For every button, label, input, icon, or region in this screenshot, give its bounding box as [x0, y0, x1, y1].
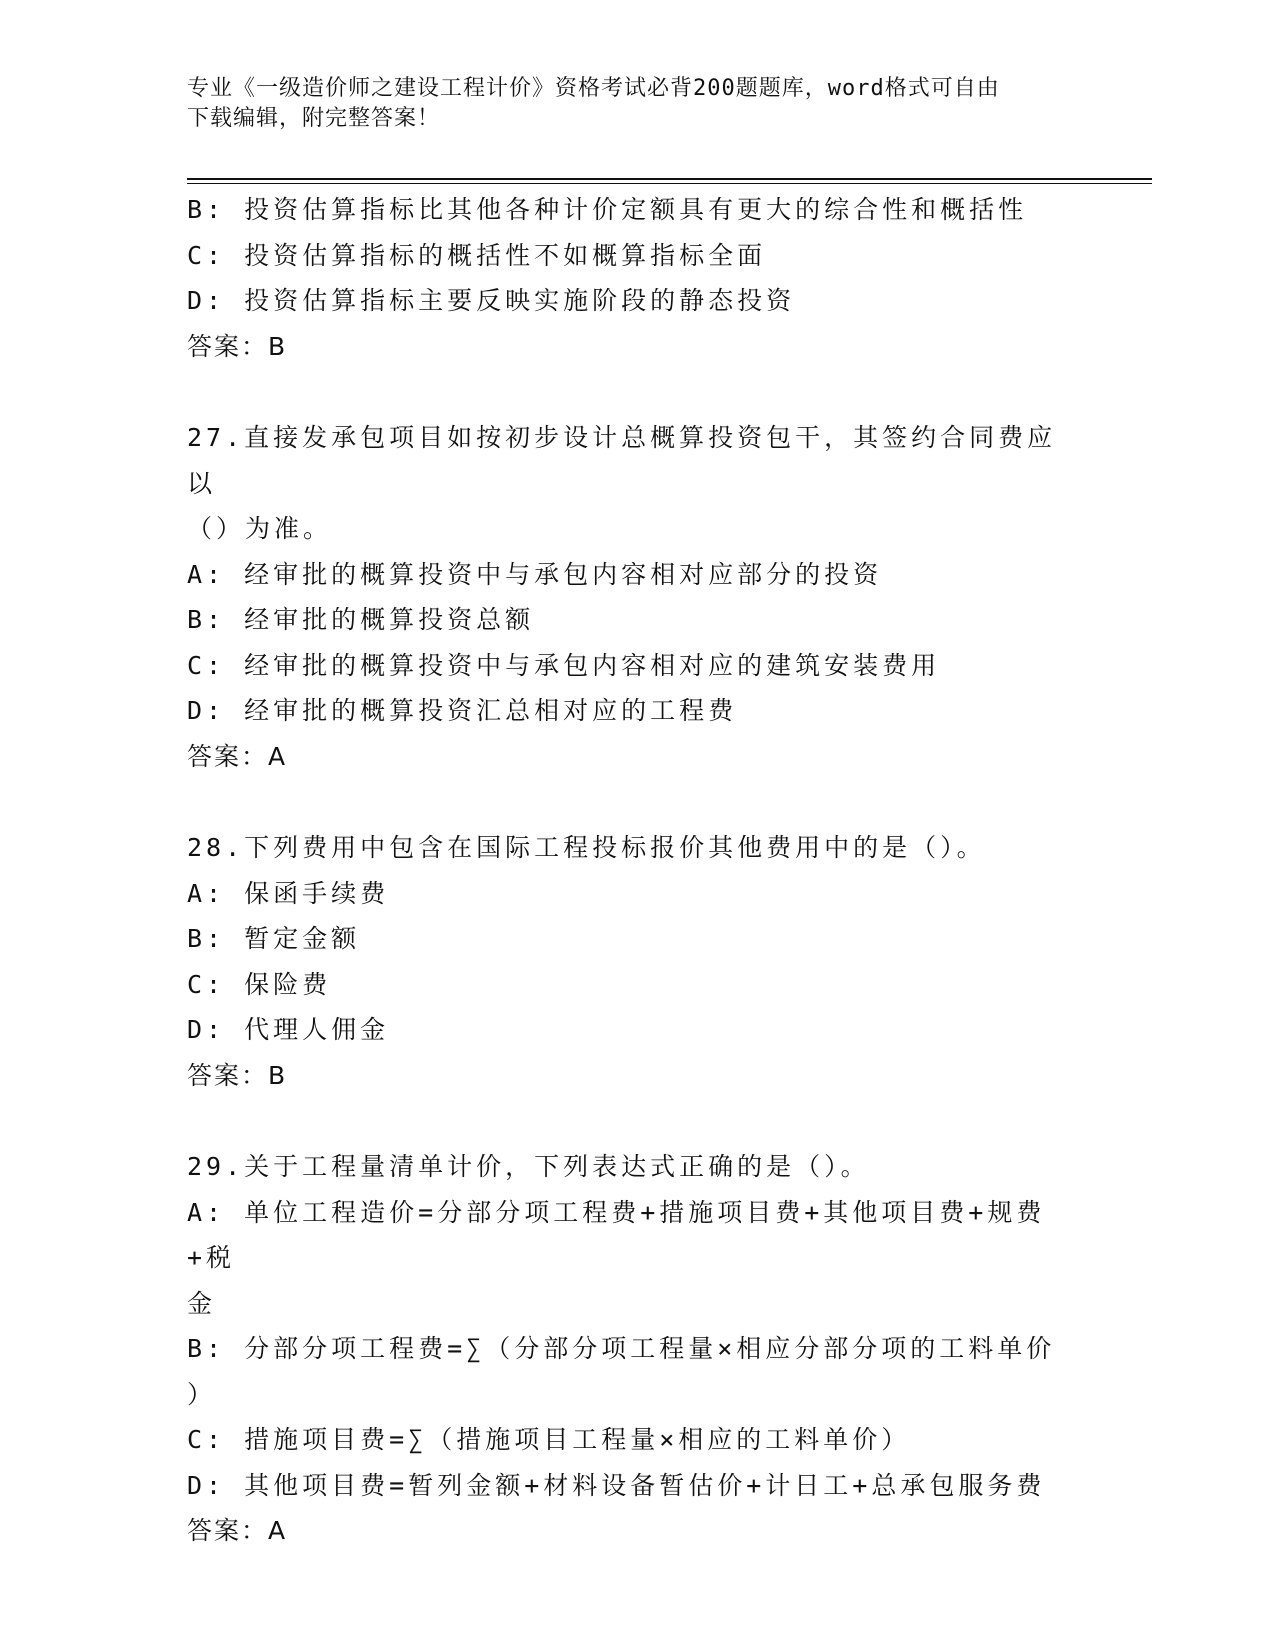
option-d: D: 经审批的概算投资汇总相对应的工程费 [187, 696, 738, 725]
question-stem: 29.关于工程量清单计价，下列表达式正确的是（）。 [187, 1152, 870, 1181]
header-divider-thin [187, 183, 1152, 184]
answer: 答案：B [187, 331, 288, 361]
option-a: A: 保函手续费 [187, 878, 390, 908]
option-b-continued: ） [187, 1379, 217, 1409]
option-b: B: 投资估算指标比其他各种计价定额具有更大的综合性和概括性 [187, 195, 1028, 224]
answer: 答案：B [187, 1060, 288, 1090]
question-stem: 28.下列费用中包含在国际工程投标报价其他费用中的是（）。 [187, 833, 986, 862]
option-b: B: 分部分项工程费=∑（分部分项工程量×相应分部分项的工料单价 [187, 1334, 1056, 1363]
option-d: D: 投资估算指标主要反映实施阶段的静态投资 [187, 286, 796, 315]
question-stem-continued: （）为准。 [187, 514, 333, 543]
question-29 [187, 1144, 1077, 1554]
question-27 [187, 415, 1077, 779]
option-d: D: 其他项目费=暂列金额+材料设备暂估价+计日工+总承包服务费 [187, 1470, 1046, 1500]
option-c: C: 措施项目费=∑（措施项目工程量×相应的工料单价） [187, 1425, 911, 1454]
option-a: A: 单位工程造价=分部分项工程费+措施项目费+其他项目费+规费+税 [187, 1197, 1046, 1272]
option-b: B: 暂定金额 [187, 924, 361, 953]
answer: 答案：A [187, 741, 288, 771]
header-line-1: 专业《一级造价师之建设工程计价》资格考试必背200题题库，word格式可自由 [187, 76, 1000, 101]
option-b: B: 经审批的概算投资总额 [187, 605, 535, 634]
option-c: C: 投资估算指标的概括性不如概算指标全面 [187, 240, 767, 270]
option-d: D: 代理人佣金 [187, 1015, 390, 1044]
option-c: C: 保险费 [187, 969, 332, 999]
option-c: C: 经审批的概算投资中与承包内容相对应的建筑安装费用 [187, 650, 941, 680]
option-a: A: 经审批的概算投资中与承包内容相对应部分的投资 [187, 559, 883, 589]
header-divider-thick [187, 178, 1152, 180]
question-stem: 27.直接发承包项目如按初步设计总概算投资包干，其签约合同费应以 [187, 423, 1057, 498]
answer: 答案：A [187, 1516, 288, 1545]
question-28 [187, 825, 1077, 1098]
document-header [187, 74, 1067, 134]
question-26-tail [187, 187, 1077, 369]
header-line-2: 下载编辑，附完整答案！ [187, 106, 441, 131]
question-list [187, 187, 1077, 1554]
option-a-continued: 金 [187, 1288, 217, 1318]
